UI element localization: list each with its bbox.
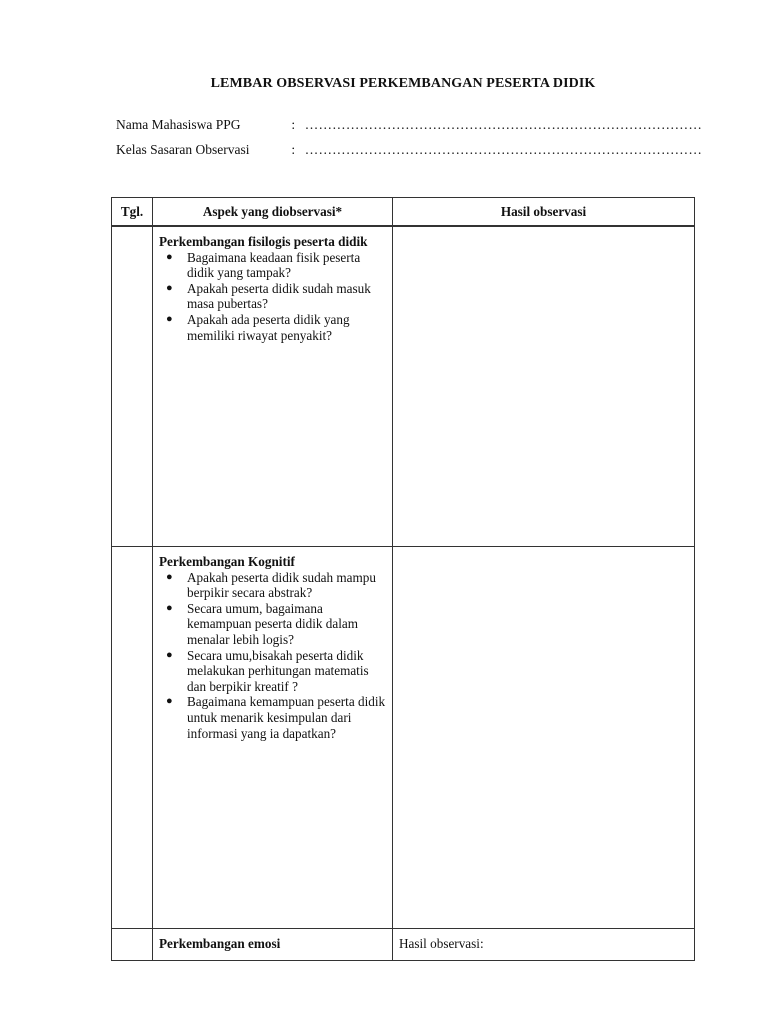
- aspect-cell: [153, 929, 393, 961]
- question-item: [166, 601, 388, 648]
- question-text: Apakah peserta didik sudah masuk masa pubertas?: [187, 280, 371, 312]
- bullet-icon: ●: [166, 312, 173, 325]
- question-item: [166, 250, 388, 281]
- question-item: [166, 694, 388, 741]
- result-cell: Hasil observasi:: [393, 929, 695, 961]
- question-item: [166, 648, 388, 695]
- question-item: [166, 281, 388, 312]
- question-item: [166, 312, 388, 343]
- target-class-colon: :: [291, 142, 296, 157]
- header-result: Hasil observasi: [393, 198, 695, 227]
- target-class-row: [116, 142, 702, 158]
- question-list: [159, 570, 388, 742]
- question-text: Secara umum, bagaimana kemampuan peserta didik dalam menalar lebih logis?: [187, 600, 359, 647]
- target-class-label: Kelas Sasaran Observasi: [116, 142, 250, 157]
- bullet-icon: ●: [166, 601, 173, 614]
- question-text: Bagaimana keadaan fisik peserta didik yang tampak?: [187, 249, 361, 281]
- date-cell: [112, 547, 153, 929]
- result-cell: [393, 226, 695, 547]
- observation-table: [111, 197, 695, 961]
- table-row-cognitive: [112, 547, 695, 929]
- question-text: Bagaimana kemampuan peserta didik untuk menarik kesimpulan dari informasi yang ia dapatkan?: [187, 694, 386, 741]
- question-text: Apakah ada peserta didik yang memiliki riwayat penyakit?: [187, 311, 350, 343]
- date-cell: [112, 226, 153, 547]
- target-class-blank: ……………………………………………………………………………: [304, 142, 703, 157]
- student-name-blank: ……………………………………………………………………………: [304, 117, 703, 132]
- student-name-row: [116, 117, 702, 133]
- bullet-icon: ●: [166, 281, 173, 294]
- aspect-cell: [153, 226, 393, 547]
- section-title: Perkembangan Kognitif: [159, 554, 295, 569]
- table-header-row: [112, 198, 695, 227]
- date-cell: [112, 929, 153, 961]
- document-title: LEMBAR OBSERVASI PERKEMBANGAN PESERTA DIDIK: [210, 76, 596, 91]
- table-row-physiological: [112, 226, 695, 547]
- bullet-icon: ●: [166, 695, 173, 708]
- section-title: Perkembangan fisilogis peserta didik: [159, 234, 368, 249]
- bullet-icon: ●: [166, 648, 173, 661]
- bullet-icon: ●: [166, 570, 173, 583]
- header-aspect: Aspek yang diobservasi*: [153, 198, 393, 227]
- question-text: Apakah peserta didik sudah mampu berpikir secara abstrak?: [187, 569, 376, 601]
- aspect-cell: [153, 547, 393, 929]
- student-name-colon: :: [291, 117, 296, 132]
- section-title: Perkembangan emosi: [159, 936, 281, 951]
- student-name-label: Nama Mahasiswa PPG: [116, 117, 241, 132]
- header-date: Tgl.: [112, 198, 153, 227]
- question-item: [166, 570, 388, 601]
- question-text: Secara umu,bisakah peserta didik melakukan perhitungan matematis dan berpikir kreatif ?: [187, 647, 369, 694]
- bullet-icon: ●: [166, 250, 173, 263]
- table-row-emotional: [112, 929, 695, 961]
- result-cell: [393, 547, 695, 929]
- question-list: [159, 250, 388, 344]
